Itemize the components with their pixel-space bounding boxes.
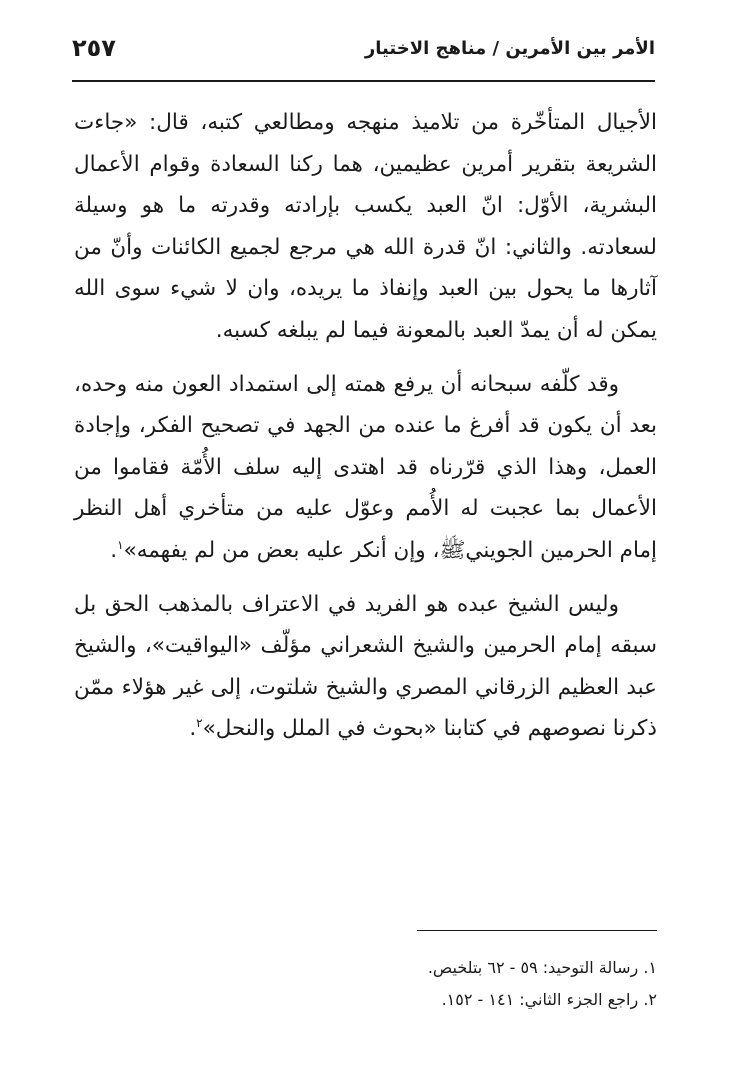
footnote-divider [417,930,657,931]
footnotes [74,952,657,1016]
paragraph-1-text: الأجيال المتأخّرة من تلاميذ منهجه ومطالعي كتبه، قال: «جاءت الشريعة بتقرير أمرين عظيمين، هما ركنا السعادة وقوام الأعمال البشرية، الأوّل: انّ العبد يكسب بإرادته وقدرته ما هو وسيلة لسعادته. والثاني: انّ قدرة الله هي مرجع لجميع الكائنات وأنّ من آثارها ما يحول بين العبد وإنفاذ ما يريده، وان لا شيء سوى الله يمكن له أن يمدّ العبد بالمعونة فيما لم يبلغه كسبه. [74,110,657,343]
paragraph-1 [74,102,657,352]
paragraph-3: وليس الشيخ عبده هو الفريد في الاعتراف بالمذهب الحق بل سبقه إمام الحرمين والشيخ الشعراني مؤلّف «اليواقيت»، والشيخ عبد العظيم الزرقاني المصري والشيخ شلتوت، إلى غير هؤلاء ممّن ذكرنا نصوصهم في كتابنا «بحوث في الملل والنحل»$^٢$. [74,591,657,742]
footnote-1: ١. رسالة التوحيد: ٥٩ - ٦٢ بتلخيص. [427,958,657,977]
paragraph-3-text: وليس الشيخ عبده هو الفريد في الاعتراف بالمذهب الحق بل سبقه إمام الحرمين والشيخ الشعراني مؤلّف «اليواقيت»، والشيخ عبد العظيم الزرقاني المصري والشيخ شلتوت، إلى غير هؤلاء ممّن ذكرنا نصوصهم في كتابنا «بحوث في الملل والنحل» [74,591,657,742]
running-header [72,34,655,74]
main-text [74,102,657,750]
running-header-title: الأمر بين الأمرين / مناهج الاختيار [364,38,655,59]
paragraph-gap [74,572,657,584]
page-number: ٢٥٧ [72,34,116,62]
footnote-ref-2[interactable]: ٢ [196,716,203,731]
paragraph-gap [74,352,657,364]
footnote-ref-1[interactable]: ١ [117,537,124,552]
paragraph-2: وقد كلّفه سبحانه أن يرفع همته إلى استمداد العون منه وحده، بعد أن يكون قد أفرغ ما عنده من الجهد في تصحيح الفكر، وإجادة العمل، وهذا الذي قرّرناه قد اهتدى إليه سلف الأُمّة فقاموا من الأعمال بما عجبت له الأُمم وعوّل عليه من متأخري أهل النظر إمام الحرمين الجوينيﷺ، وإن أنكر عليه بعض من لم يفهمه»$^١$. [74,371,657,563]
footnote-2: ٢. راجع الجزء الثاني: ١٤١ - ١٥٢. [441,990,657,1009]
paragraph-2-text: وقد كلّفه سبحانه أن يرفع همته إلى استمداد العون منه وحده، بعد أن يكون قد أفرغ ما عنده من الجهد في تصحيح الفكر، وإجادة العمل، وهذا الذي قرّرناه قد اهتدى إليه سلف الأُمّة فقاموا من الأعمال بما عجبت له الأُمم وعوّل عليه من متأخري أهل النظر إمام الحرمين الجوينيﷺ، وإن أنكر عليه بعض من لم يفهمه» [74,371,657,563]
header-divider [72,80,655,82]
